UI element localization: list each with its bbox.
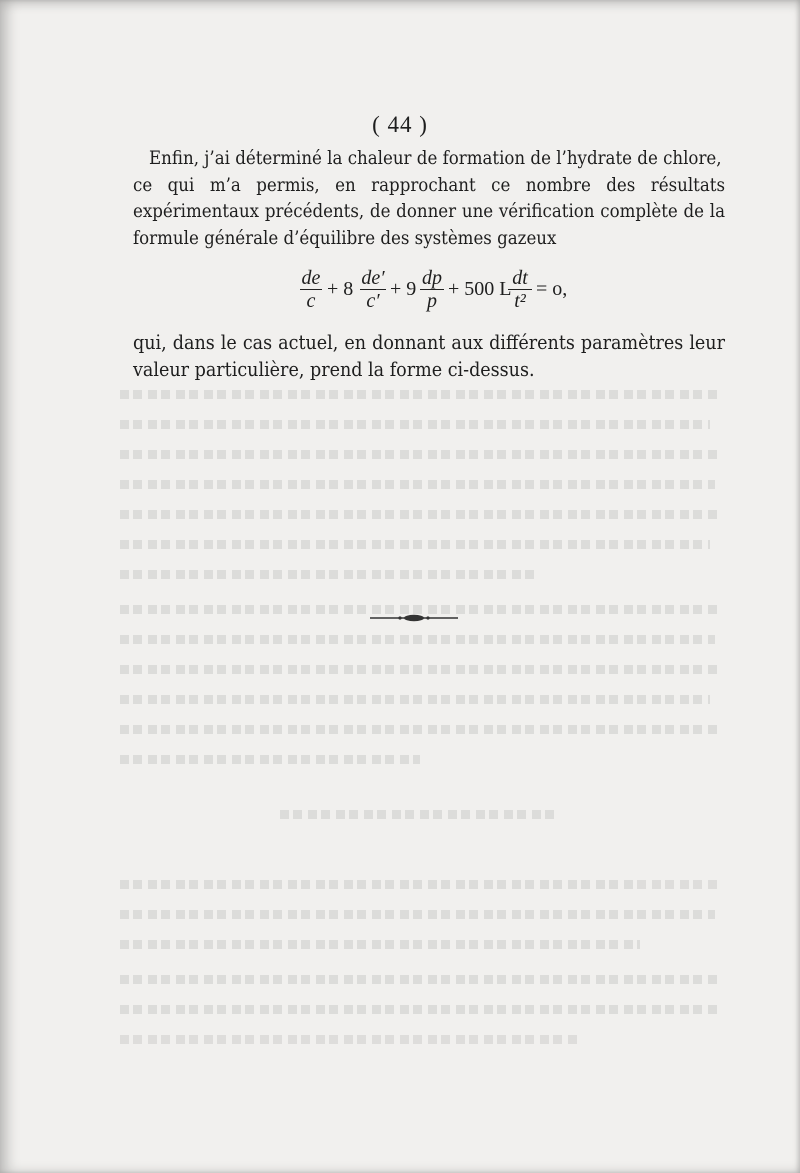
formula-fraction-3-numerator: dp xyxy=(422,267,442,289)
formula-operator-1: + 8 xyxy=(327,278,354,300)
paragraph-intro xyxy=(133,146,725,252)
paragraph-intro-first-line: Enfin, j’ai déterminé la chaleur de formation de l’hydrate de chlore, xyxy=(149,148,722,169)
formula-fraction-4 xyxy=(508,268,532,311)
formula-fraction-3 xyxy=(420,268,444,311)
page-number-header: ( 44 ) xyxy=(372,112,428,137)
formula-fraction-4-numerator: dt xyxy=(512,267,528,289)
formula-fraction-2-denominator: c′ xyxy=(366,290,380,312)
formula-operator-2: + 9 xyxy=(390,278,417,300)
equilibrium-formula xyxy=(300,268,600,316)
formula-tail: = o, xyxy=(536,278,568,300)
formula-fraction-1 xyxy=(300,268,322,311)
paragraph-intro-rest: ce qui m’a permis, en rapprochant ce nombre des résultats expérimentaux précédents, de donner une vérification complète de la formule générale d’équilibre des systèmes gazeux xyxy=(133,174,725,249)
formula-fraction-1-numerator: de xyxy=(301,267,321,289)
formula-operator-3: + 500 L xyxy=(448,278,512,300)
end-ornament-icon xyxy=(368,612,460,624)
formula-fraction-1-denominator: c xyxy=(306,290,316,312)
paragraph-conclusion: qui, dans le cas actuel, en donnant aux différents paramètres leur valeur particulière, prend la forme ci-dessus. xyxy=(133,331,725,381)
formula-fraction-4-denominator: t² xyxy=(514,290,526,312)
formula-fraction-2-numerator: de′ xyxy=(361,267,385,289)
formula-fraction-2 xyxy=(360,268,386,311)
formula-fraction-3-denominator: p xyxy=(427,290,437,312)
